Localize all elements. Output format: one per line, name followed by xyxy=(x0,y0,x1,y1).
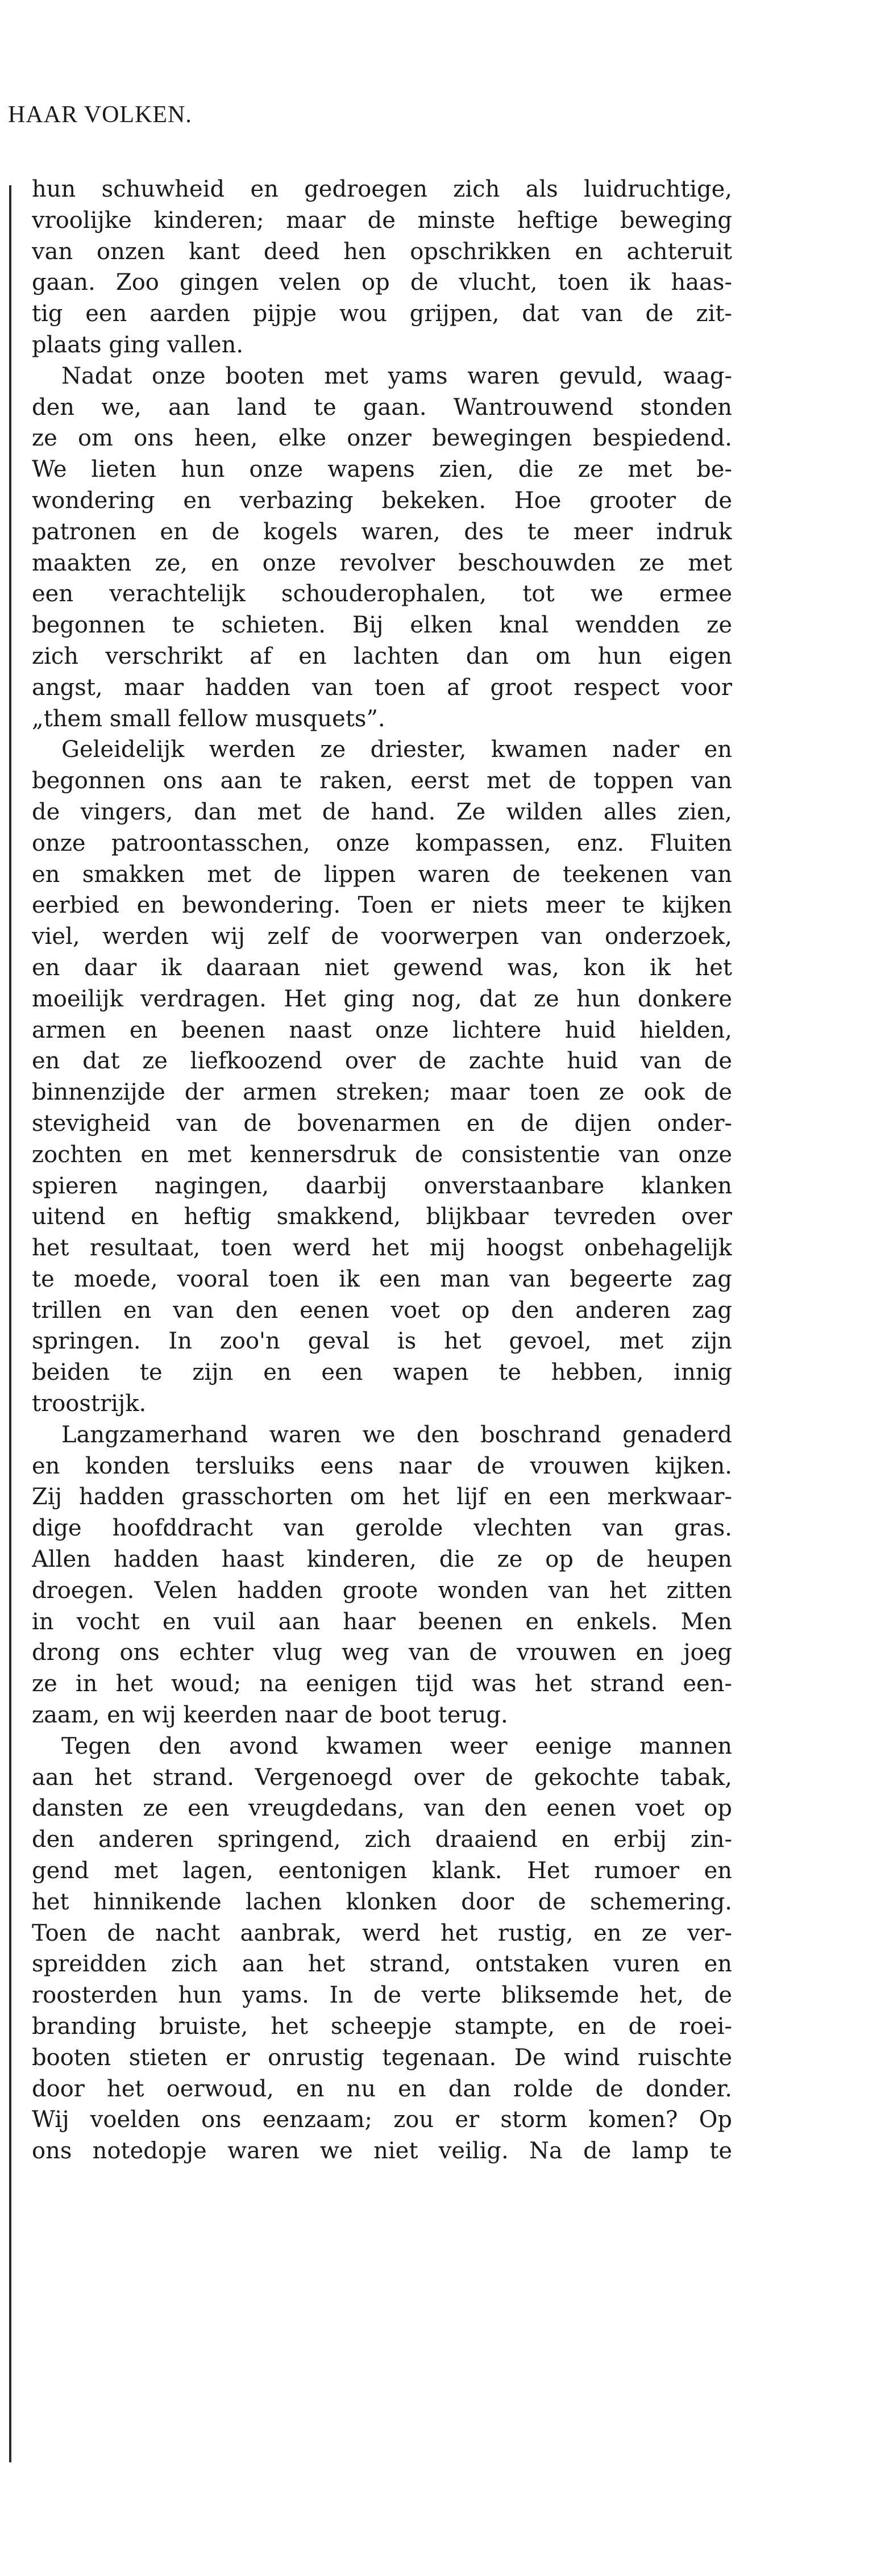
text-line: roosterden hun yams. In de verte bliksemde het, de xyxy=(32,1982,732,2009)
text-line: ons notedopje waren we niet veilig. Na de lamp te xyxy=(32,2138,732,2165)
text-line: troostrijk. xyxy=(32,1391,147,1417)
text-line: Toen de nacht aanbrak, werd het rustig, en ze ver- xyxy=(32,1920,732,1946)
text-line: spieren nagingen, daarbij onverstaanbare klanken xyxy=(32,1172,732,1199)
text-line: in vocht en vuil aan haar beenen en enkels. Men xyxy=(32,1608,732,1635)
margin-rule xyxy=(9,185,11,2462)
text-line: ze in het woud; na eenigen tijd was het strand een- xyxy=(32,1671,732,1697)
text-line: armen en beenen naast onze lichtere huid hielden, xyxy=(32,1017,732,1043)
text-line: gaan. Zoo gingen velen op de vlucht, toen ik haas- xyxy=(32,269,732,296)
text-line: springen. In zoo'n geval is het gevoel, met zijn xyxy=(32,1328,732,1355)
running-head: HAAR VOLKEN. xyxy=(8,102,192,128)
text-line: uitend en heftig smakkend, blijkbaar tevreden over xyxy=(32,1204,732,1230)
text-line: begonnen te schieten. Bij elken knal wendden ze xyxy=(32,612,732,639)
text-line: hun schuwheid en gedroegen zich als luidruchtige, xyxy=(32,176,732,202)
text-line: „them small fellow musquets”. xyxy=(32,705,385,732)
text-line: dige hoofddracht van gerolde vlechten van gras. xyxy=(32,1515,732,1542)
text-line: de vingers, dan met de hand. Ze wilden alles zien, xyxy=(32,798,732,825)
text-line: drong ons echter vlug weg van de vrouwen en joeg xyxy=(32,1639,732,1666)
paragraph xyxy=(32,734,732,1420)
text-line: en konden tersluiks eens naar de vrouwen kijken. xyxy=(32,1453,732,1479)
text-line: zich verschrikt af en lachten dan om hun eigen xyxy=(32,643,732,669)
text-line: Wij voelden ons eenzaam; zou er storm komen? Op xyxy=(32,2107,732,2133)
text-line: Allen hadden haast kinderen, die ze op de heupen xyxy=(32,1546,732,1573)
text-line: angst, maar hadden van toen af groot respect voor xyxy=(32,674,732,701)
body-text xyxy=(32,174,732,2167)
text-line: door het oerwoud, en nu en dan rolde de donder. xyxy=(32,2075,732,2102)
text-line: vroolijke kinderen; maar de minste heftige beweging xyxy=(32,207,732,234)
text-line: ze om ons heen, elke onzer bewegingen bespiedend. xyxy=(32,425,732,452)
text-line: stevigheid van de bovenarmen en de dijen onder- xyxy=(32,1110,732,1137)
text-line: het resultaat, toen werd het mij hoogst onbehagelijk xyxy=(32,1235,732,1262)
text-line: branding bruiste, het scheepje stampte, en de roei- xyxy=(32,2013,732,2040)
text-line: spreidden zich aan het strand, ontstaken vuren en xyxy=(32,1951,732,1978)
text-line: zaam, en wij keerden naar de boot terug. xyxy=(32,1702,508,1729)
text-line: den anderen springend, zich draaiend en erbij zin- xyxy=(32,1826,732,1853)
text-line: Nadat onze booten met yams waren gevuld, waag- xyxy=(61,363,732,389)
text-line: onze patroontasschen, onze kompassen, enz. Fluiten xyxy=(32,830,732,856)
paragraph xyxy=(32,174,732,361)
text-line: een verachtelijk schouderophalen, tot we ermee xyxy=(32,581,732,607)
text-line: te moede, vooral toen ik een man van begeerte zag xyxy=(32,1266,732,1292)
text-line: Geleidelijk werden ze driester, kwamen nader en xyxy=(61,736,732,763)
text-line: den we, aan land te gaan. Wantrouwend stonden xyxy=(32,394,732,421)
text-line: We lieten hun onze wapens zien, die ze met be- xyxy=(32,456,732,483)
text-line: eerbied en bewondering. Toen er niets meer te kijken xyxy=(32,892,732,919)
text-line: zochten en met kennersdruk de consistentie van onze xyxy=(32,1141,732,1168)
text-line: Tegen den avond kwamen weer eenige mannen xyxy=(61,1733,732,1759)
text-line: en dat ze liefkoozend over de zachte huid van de xyxy=(32,1048,732,1075)
text-line: beiden te zijn en een wapen te hebben, innig xyxy=(32,1359,732,1386)
text-line: patronen en de kogels waren, des te meer indruk xyxy=(32,518,732,545)
text-line: tig een aarden pijpje wou grijpen, dat van de zit- xyxy=(32,301,732,327)
text-line: booten stieten er onrustig tegenaan. De wind ruischte xyxy=(32,2044,732,2071)
text-line: trillen en van den eenen voet op den anderen zag xyxy=(32,1297,732,1324)
text-line: en smakken met de lippen waren de teekenen van xyxy=(32,861,732,888)
text-line: viel, werden wij zelf de voorwerpen van onderzoek, xyxy=(32,923,732,950)
paragraph xyxy=(32,1731,732,2167)
text-line: dansten ze een vreugdedans, van den eenen voet op xyxy=(32,1795,732,1822)
paragraph xyxy=(32,1420,732,1731)
text-line: gend met lagen, eentonigen klank. Het rumoer en xyxy=(32,1858,732,1884)
text-line: begonnen ons aan te raken, eerst met de toppen van xyxy=(32,768,732,794)
text-line: van onzen kant deed hen opschrikken en achteruit xyxy=(32,238,732,265)
text-line: moeilijk verdragen. Het ging nog, dat ze hun donkere xyxy=(32,985,732,1012)
text-line: binnenzijde der armen streken; maar toen ze ook de xyxy=(32,1079,732,1106)
text-line: Zij hadden grasschorten om het lijf en een merkwaar- xyxy=(32,1484,732,1510)
text-line: en daar ik daaraan niet gewend was, kon ik het xyxy=(32,954,732,981)
text-line: het hinnikende lachen klonken door de schemering. xyxy=(32,1888,732,1915)
text-line: droegen. Velen hadden groote wonden van het zitten xyxy=(32,1577,732,1604)
paragraph xyxy=(32,361,732,735)
text-line: plaats ging vallen. xyxy=(32,331,244,358)
text-line: wondering en verbazing bekeken. Hoe grooter de xyxy=(32,487,732,514)
text-line: maakten ze, en onze revolver beschouwden ze met xyxy=(32,550,732,576)
text-line: Langzamerhand waren we den boschrand genaderd xyxy=(61,1421,732,1448)
text-line: aan het strand. Vergenoegd over de gekochte tabak, xyxy=(32,1764,732,1791)
